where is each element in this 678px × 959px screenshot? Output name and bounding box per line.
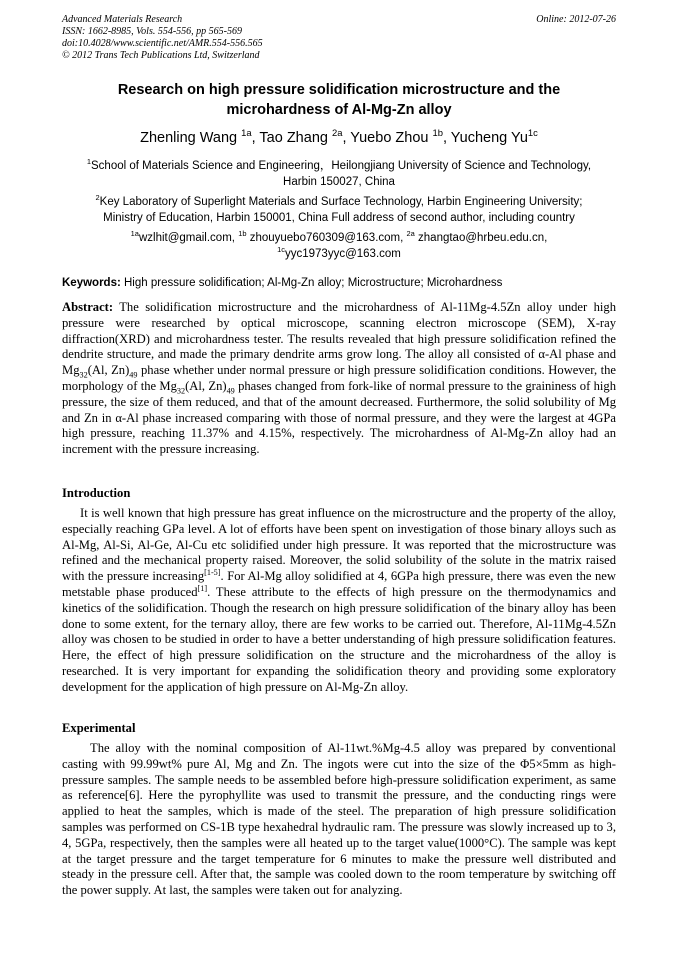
issn-line: ISSN: 1662-8985, Vols. 554-556, pp 565-569	[62, 26, 242, 37]
email-mark: 1a	[130, 229, 139, 239]
doi-line: doi:10.4028/www.scientific.net/AMR.554-556.565	[62, 38, 263, 49]
author-separator: ,	[251, 130, 260, 146]
author-name: Yuebo Zhou	[350, 130, 429, 146]
author-affil-mark: 2a	[331, 127, 343, 139]
experimental-heading: Experimental	[62, 721, 136, 735]
title-line-1: Research on high pressure solidification microstructure and the	[117, 82, 561, 98]
email-mark: 2a	[406, 229, 415, 239]
author-affil-mark: 1c	[527, 127, 538, 139]
subscript: 49	[226, 386, 235, 396]
author-name: Tao Zhang	[259, 130, 328, 146]
affiliation-2-line-1: Key Laboratory of Superlight Materials and Surface Technology, Harbin Engineering University;	[99, 196, 583, 208]
experimental-text: The alloy with the nominal composition of Al-11wt.%Mg-4.5 alloy was prepared by conventional casting with 99.99wt% pure Al, Mg and Zn. The ingots were cut into the size of the Φ5×5mm as high-pressure samples. The sample needs to be assembled before high-pressure solidification experiment, as same as reference[6]. Here the pyrophyllite was used to transmit the pressure, and the conducting rings were applied to heat the samples, which is made of the steel. The preparation of high pressure solidification samples was performed on CS-1B type hexahedral hydraulic ram. The pressure was slowly increased up to 3, 4, 5GPa, respectively, then the samples were all heated up to the target value(1000°C). The sample was kept at the target pressure and the target temperature for 6 minutes to make the pressure well distributed and steady in the pressure cell. After that, the sample was cooled down to the room temperature by switching off the power supply. At last, the samples were taken out for analyzing.	[62, 741, 616, 898]
author-separator: ,	[442, 130, 451, 146]
paragraph-text: It is well known that high pressure has great influence on the microstructure and the property of the alloy, especially reaching GPa level. A lot of efforts have been spent on investigation of those binary alloys such as Al-Mg, Al-Si, Al-Ge, Al-Cu etc solidified under high pressure. It was reported that the microstructure was refined and the mechanical property raised. Moreover, the solid solubility of the solute in the matrix raised with the pressure increasing	[62, 506, 616, 584]
introduction-heading: Introduction	[62, 486, 131, 500]
copyright-line: © 2012 Trans Tech Publications Ltd, Switzerland	[62, 50, 260, 61]
abstract-text: The solidification microstructure and the microhardness of Al-11Mg-4.5Zn alloy under high pressure were researched by optical microscope, scanning electron microscope (SEM), X-ray diffraction(XRD) and microhardness tester. The results revealed that high pressure solidification refined the dendrite structure, and made the primary dendrite arms grow long. The alloy all consisted of α-Al phase and Mg	[62, 300, 616, 378]
abstract-text: (Al, Zn)	[185, 378, 227, 393]
email[interactable]: zhangtao@hrbeu.edu.cn,	[414, 232, 548, 244]
keywords-text: High pressure solidification; Al-Mg-Zn alloy; Microstructure; Microhardness	[120, 277, 503, 289]
abstract-label: Abstract:	[62, 300, 114, 314]
abstract	[62, 300, 616, 458]
paragraph-text: . For Al-Mg alloy solidified at 4, 6GPa high pressure, there was even the new metstable phase produced	[62, 569, 616, 599]
author-name: Yucheng Yu	[450, 130, 528, 146]
email[interactable]: zhouyuebo760309@163.com,	[246, 232, 407, 244]
introduction-text	[62, 506, 616, 696]
subscript: 32	[79, 370, 88, 380]
affiliation-mark: 2	[95, 193, 100, 203]
email-mark: 1b	[238, 229, 247, 239]
author-list	[62, 128, 616, 148]
author-emails	[62, 230, 616, 262]
abstract-text: phase whether under normal pressure or high pressure solidification conditions. However, the morphology of the Mg	[62, 363, 616, 393]
author-affil-mark: 1b	[432, 127, 443, 139]
journal-name: Advanced Materials Research	[62, 14, 183, 25]
abstract-text: phases changed from fork-like of normal pressure to the graininess of high pressure, the size of them reduced, and that of the amount decreased. Furthermore, the solid solubility of Mg and Zn in α-Al phase increased comparing with those of normal pressure, and they were the largest at 4GPa high pressure, reaching 11.37% and 4.15%, respectively. The microhardness of Al-Mg-Zn alloy had an increment with the pressure increasing.	[62, 378, 616, 457]
keywords	[62, 275, 616, 291]
title-line-2: microhardness of Al-Mg-Zn alloy	[226, 102, 452, 118]
affiliation-mark: 1	[86, 157, 92, 167]
affiliation-2-line-2: Ministry of Education, Harbin 150001, China Full address of second author, including country	[103, 212, 575, 224]
affiliation-1	[62, 158, 616, 190]
email[interactable]: yyc1973yyc@163.com	[285, 248, 401, 260]
author-name: Zhenling Wang	[140, 130, 238, 146]
paper-title	[62, 80, 616, 120]
affiliation-1-line-2: Harbin 150027, China	[283, 176, 395, 188]
email-mark: 1c	[277, 245, 285, 255]
journal-header	[62, 14, 263, 62]
affiliation-1-line-1: School of Materials Science and Engineering，Heilongjiang University of Science and Technology,	[91, 160, 592, 172]
keywords-label: Keywords:	[62, 277, 121, 289]
affiliation-2	[62, 194, 616, 226]
citation[interactable]: [1-5]	[204, 568, 221, 577]
subscript: 49	[129, 370, 138, 380]
abstract-text: (Al, Zn)	[87, 363, 130, 378]
email[interactable]: wzlhit@gmail.com,	[138, 232, 239, 244]
online-date: Online: 2012-07-26	[536, 14, 616, 25]
citation[interactable]: [1]	[197, 583, 208, 593]
author-affil-mark: 1a	[241, 127, 252, 139]
subscript: 32	[176, 386, 186, 396]
paragraph-text: . These attribute to the effects of high pressure on the thermodynamics and kinetics of the solidification. Though the research on high pressure solidification of the binary alloy has been done to some extent, for the ternary alloy, there are few works to be carried out. Therefore, Al-11Mg-4.5Zn alloy was chosen to be studied in order to have a better understanding of high pressure solidification features. Here, the effect of high pressure solidification on the structure and the microhardness of the alloy is researched. It is very important for expanding the solidification theory and providing some exploratory development for the application of high pressure on Al-Mg-Zn alloy.	[62, 584, 616, 694]
author-separator: ,	[342, 130, 351, 146]
